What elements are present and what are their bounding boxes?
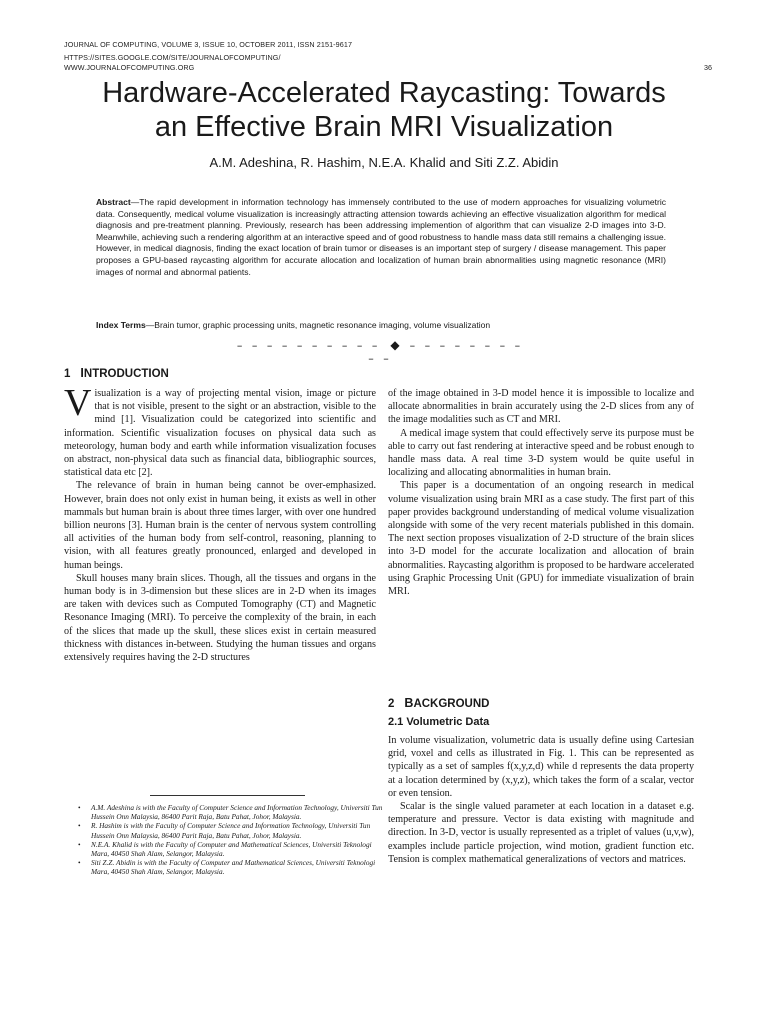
author-list: A.M. Adeshina, R. Hashim, N.E.A. Khalid and Siti Z.Z. Abidin <box>209 155 559 170</box>
intro-paragraph-1 <box>64 382 376 479</box>
footnote-item <box>78 858 390 876</box>
author-footnotes <box>78 803 390 877</box>
footnote-text: R. Hashim is with the Faculty of Computer Science and Information Technology, Universiti Tun Hussein Onn Malaysia, 86400 Parit Raja, Batu Pahat, Johor, Malaysia. <box>91 821 371 840</box>
separator-dashes-left: – – – – – – – – – – <box>236 339 381 352</box>
section-heading-initial: I <box>80 366 84 380</box>
diamond-icon: ◆ <box>390 338 400 352</box>
section-number: 2 <box>388 698 395 710</box>
title-line-1: Hardware-Accelerated Raycasting: Towards <box>102 77 666 109</box>
section-heading-introduction <box>64 366 169 380</box>
background-paragraph-1: In volume visualization, volumetric data is usually define using Cartesian grid, voxel and cells as illustrated in Fig. 1. This can be represented as typically as a set of samples f(x,y,z,d) while d represents the data property at a location determined by (x,y,z), which takes the form of a scalar, vector or even tension. <box>388 735 694 799</box>
index-terms-text: —Brain tumor, graphic processing units, magnetic resonance imaging, volume visualization <box>145 320 491 330</box>
intro-paragraph-2: The relevance of brain in human being cannot be over-emphasized. However, brain does not only exist in human being, it exists as well in other mammals but human brain is about three times larger, with over one hundred billion neurons [3]. Human brain is the center of nervous system controlling all activities of the human body from self-control, reasoning, planning to vision, with all features greatly pronounced, enlarged and developed in human beings. <box>64 480 376 571</box>
journal-website-line: WWW.JOURNALOFCOMPUTING.ORG <box>64 63 195 72</box>
left-column-body <box>64 382 376 664</box>
intro-paragraph-3: Skull houses many brain slices. Though, all the tissues and organs in the human body is in 3-dimension but these slices are in 2-D when its images are taken with devices such as Computed Tomography (CT) and Magnetic Resonance Imaging (MRI). To perceive the complexity of the brain, in each of the slices that made up the skull, these slices exist in certain measured thickness with distances in-between. Studying the human tissues and organs extensively requires having the 2-D structures <box>64 572 376 664</box>
title-line-2: an Effective Brain MRI Visualization <box>154 111 614 143</box>
section-number: 1 <box>64 368 71 380</box>
drop-cap: V <box>64 382 92 424</box>
abstract <box>96 197 666 278</box>
footnote-text: N.E.A. Khalid is with the Faculty of Computer and Mathematical Sciences, Universiti Teknologi Mara, 40450 Shah Alam, Selangor, Malaysia. <box>91 839 372 859</box>
footnote-item <box>78 821 390 839</box>
footnote-item <box>78 840 390 858</box>
section-separator <box>230 338 530 365</box>
bullet-icon: • <box>78 839 81 849</box>
page-number: 36 <box>704 63 712 72</box>
bullet-icon: • <box>78 803 81 812</box>
footnote-item <box>78 803 390 821</box>
footnote-text: A.M. Adeshina is with the Faculty of Computer Science and Information Technology, Universiti Tun Hussein Onn Malaysia, 86400 Parit Raja, Batu Pahat, Johor, Malaysia. <box>91 803 383 822</box>
index-terms-label: Index Terms <box>96 320 146 330</box>
intro-paragraph-4: of the image obtained in 3-D model hence it is impossible to localize and allocate abnormalities in brain accurately using the 2-D slices from any of the image modalities such as CT and MRI. <box>388 388 694 426</box>
paper-title <box>40 76 728 144</box>
right-column-background-body <box>388 734 694 866</box>
footnote-text: Siti Z.Z. Abidin is with the Faculty of Computer and Mathematical Sciences, Universiti Teknologi Mara, 40450 Shah Alam, Selangor, Malaysia. <box>91 858 376 877</box>
bullet-icon: • <box>78 858 81 868</box>
section-heading-rest: ACKGROUND <box>413 698 490 710</box>
intro-paragraph-6: This paper is a documentation of an ongoing research in medical volume visualization using brain MRI as a case study. The first part of this paper provides background understanding of medical volume visualization alongside with some of the very recent materials published in this domain. The next section proposes visualization of 2-D structure of the brain slices into 3-D model for the accurate localization and allocation of brain abnormalities. Raycasting algorithm is proposed to be hardware accelerated using Graphic Processing Unit (GPU) for immediate visualization of brain MRI. <box>388 480 694 598</box>
intro-paragraph-1-text: isualization is a way of projecting mental vision, image or picture that is not visible, present to the sight or an abstraction, visible to the mind [1]. Visualization could be categorized into scientific and information. Scientific visualization focuses on physical data such as meteorology, human body and earth while information visualization focuses on abstract, non-physical data such as financial data, bibliographic sources, statistical data etc [2]. <box>64 388 376 479</box>
right-column-body <box>388 387 694 598</box>
background-paragraph-2: Scalar is the single valued parameter at each location in a dataset e.g. temperature and pressure. Vector is data existing with magnitude and direction. In 3-D, vector is usually represented as a triplet of values (u,v,w), examples include particle projection, wind motion, gradient function etc. Tension is complex mathematical generalizations of vectors and matrices. <box>388 801 694 865</box>
abstract-text: —The rapid development in information technology has immensely contributed to the use of modern approaches for visualizing volumetric data. Consequently, medical volume visualization is increasingly attracting attension towards achieving an effective visualization algorithm for medical diagnosis and pre-treatment planning. Previously, research has been addressing implemention of algorithm that can visualize 2-D images into 3-D. Meanwhile, achieving such a rendering algorithm at an interactive speed and of good robustness to handle mass data still remains a challenging issue. However, in medical diagnosis, finding the exact location of brain tumor or diseases is an important step of surgery / disease management. This paper proposes a GPU-based raycasting algorithm for accurate allocation and localization of human brain abnormalities using magnetic resonance (MRI) images of normal and abnormal patients. <box>96 197 666 277</box>
footnote-rule <box>150 795 305 796</box>
abstract-label: Abstract <box>96 197 131 207</box>
journal-header-line: JOURNAL OF COMPUTING, VOLUME 3, ISSUE 10, OCTOBER 2011, ISSN 2151-9617 <box>64 40 353 49</box>
section-heading-rest: NTRODUCTION <box>83 368 169 380</box>
separator-dashes-right: – – – – – – – – – – <box>368 339 524 365</box>
journal-url-line: HTTPS://SITES.GOOGLE.COM/SITE/JOURNALOFCOMPUTING/ <box>64 53 281 62</box>
section-heading-initial: B <box>404 696 414 710</box>
section-heading-background <box>388 696 489 710</box>
intro-paragraph-5: A medical image system that could effectively serve its purpose must be able to carry out fast rendering at interactive speed and be robust enough to handle mass data. A real time 3-D system would be quite useful in localizing and allocating abnormalities in human brain. <box>388 427 694 479</box>
subsection-heading-volumetric-data: 2.1 Volumetric Data <box>388 716 490 728</box>
bullet-icon: • <box>78 821 81 831</box>
index-terms <box>96 320 696 330</box>
